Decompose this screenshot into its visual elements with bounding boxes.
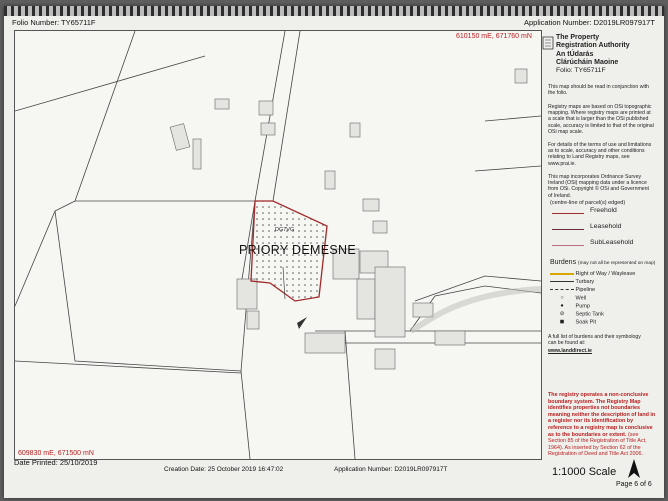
parcel-tag: DG7VG <box>275 227 295 233</box>
legend-panel <box>540 30 658 458</box>
authority-logo-icon <box>542 36 554 50</box>
registry-map[interactable] <box>14 30 542 460</box>
burden-septic-tank: ⊘ Septic Tank <box>550 311 604 318</box>
north-arrow-icon <box>626 458 642 480</box>
burden-pump: ● Pump <box>550 303 590 310</box>
burdens-heading: Burdens (may not all be represented on map) <box>550 259 656 266</box>
pump-icon: ● <box>560 303 564 309</box>
legend-heading: (centre-line of parcel(s) edged) <box>550 200 626 206</box>
creation-date: Creation Date: 25 October 2019 16:47:02 <box>164 466 284 473</box>
panel-note-2: Registry maps are based on OSi topographic mapping. Where registry maps are printed at a scale that is larger than the OSi published scale, accuracy is limited to that of the original OSi map scale. <box>548 104 654 135</box>
disclaimer: The registry operates a non-conclusive boundary system. The Registry Map identifies properties not boundaries meaning neither the description of land in a register nor its identification by reference to a registry map is conclusive as to the boundaries or extent. (see Section 85 of the Registration of Title Act, 1964). As inserted by Section 62 of the Registration of Deed and Title Act 2006. <box>548 392 656 458</box>
date-printed: Date Printed: 25/10/2019 <box>14 458 98 467</box>
right-of-way-icon <box>550 273 574 275</box>
header-application-number: Application Number: D2019LR097917T <box>524 18 655 27</box>
burden-right-of-way: Right of Way / Wayleave <box>550 271 635 277</box>
burden-turbary: Turbary <box>550 279 594 285</box>
panel-folio: Folio: TY65711F <box>556 67 606 74</box>
spiral-binding <box>4 6 664 16</box>
burden-soak-pit: ◼ Soak Pit <box>550 319 596 326</box>
well-icon: ○ <box>560 295 564 301</box>
leasehold-line <box>552 229 584 230</box>
coordinate-top-right: 610150 mE, 671760 mN <box>456 33 532 40</box>
burden-pipeline: Pipeline <box>550 287 595 293</box>
burdens-footer: A full list of burdens and their symbology can be found at: <box>548 334 641 347</box>
soak-pit-icon: ◼ <box>559 319 565 325</box>
turbary-icon <box>550 281 574 282</box>
legend-subleasehold: SubLeasehold <box>590 239 634 246</box>
header-folio-number: Folio Number: TY65711F <box>12 18 96 27</box>
footer-application-number: Application Number: D2019LR097917T <box>334 466 448 473</box>
panel-note-1: This map should be read in conjunction with the folio. <box>548 84 649 97</box>
place-name: PRIORY DEMESNE <box>239 243 356 257</box>
authority-name: The Property Registration Authority An tÚdarás Clárúcháin Maoine <box>556 34 630 67</box>
map-scale: 1:1000 Scale <box>552 466 617 478</box>
subleasehold-line <box>552 245 584 246</box>
coordinate-bottom-left: 609830 mE, 671500 mN <box>18 450 94 457</box>
septic-tank-icon: ⊘ <box>559 311 565 317</box>
pipeline-icon <box>550 289 574 290</box>
map-sheet <box>4 6 664 498</box>
burdens-link[interactable]: www.landdirect.ie <box>548 348 592 354</box>
legend-freehold: Freehold <box>590 207 617 214</box>
freehold-line <box>552 213 584 214</box>
legend-leasehold: Leasehold <box>590 223 622 230</box>
panel-note-4: This map incorporates Ordnance Survey Ireland (OSi) mapping data under a licence from OSi. Copyright © OSi and Government of Ireland. <box>548 174 649 199</box>
page-number: Page 6 of 6 <box>616 481 652 488</box>
burden-well: ○ Well <box>550 295 586 302</box>
panel-note-3: For details of the terms of use and limitations as to scale, accuracy and other conditions relating to Land Registry maps, see www.prai.ie. <box>548 142 652 167</box>
